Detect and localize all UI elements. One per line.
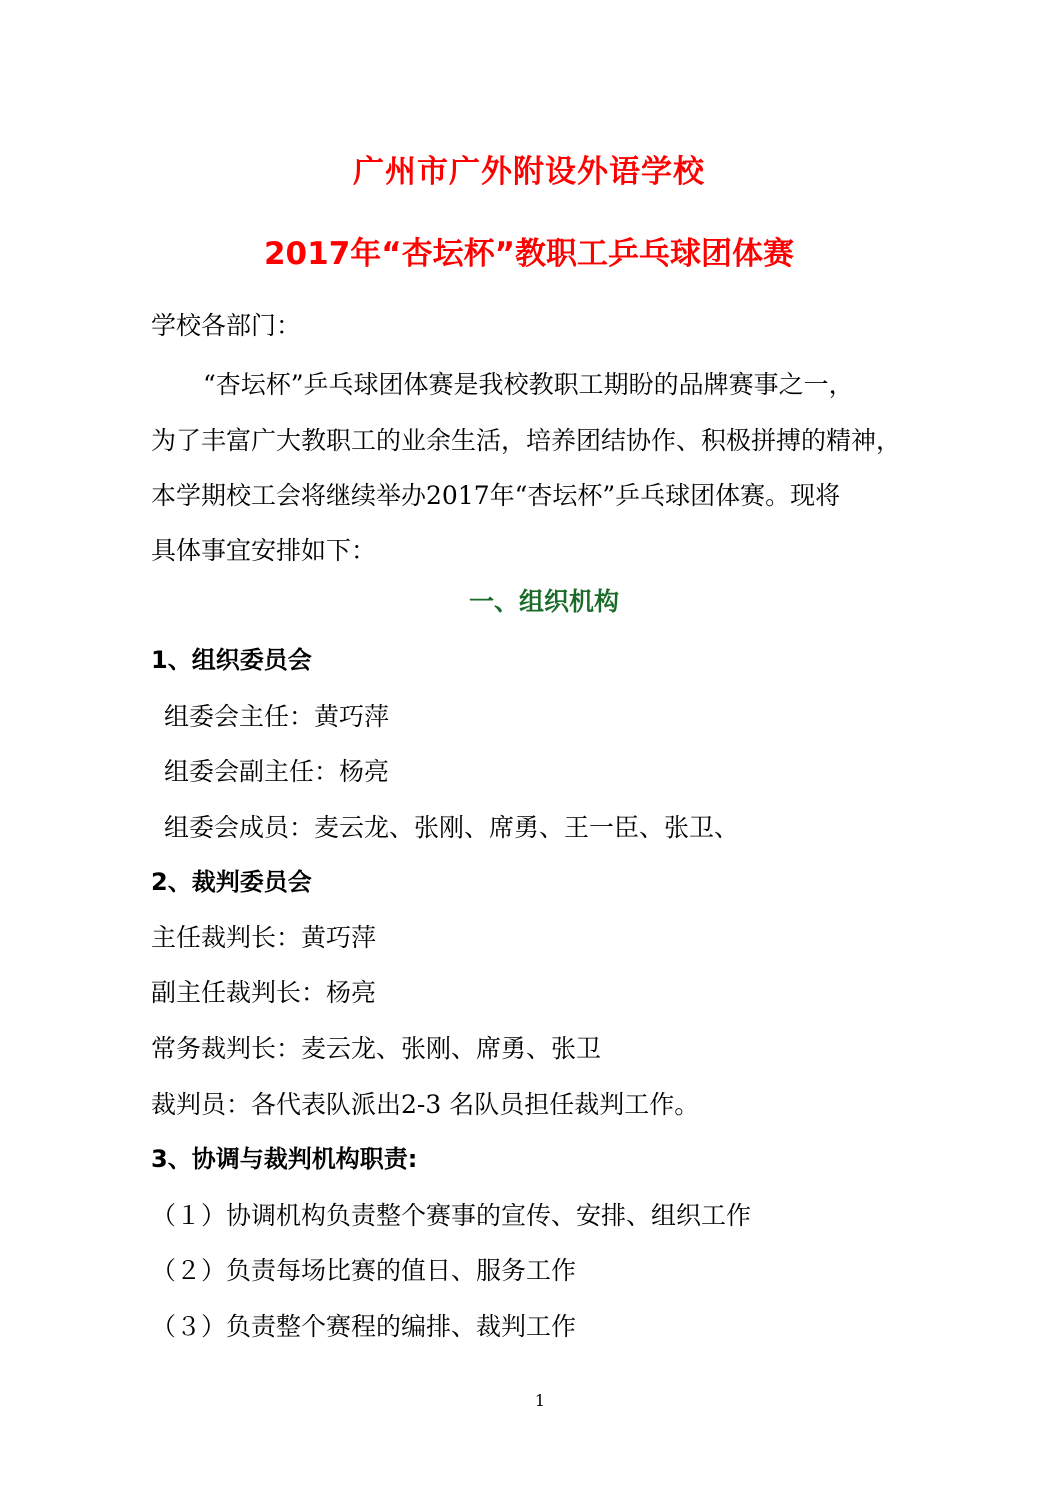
intro-line-1: “杏坛杯”乒乓球团体赛是我校教职工期盼的品牌赛事之一， bbox=[203, 370, 854, 399]
intro-line-3: 本学期校工会将继续举办2017年“杏坛杯”乒乓球团体赛。现将 bbox=[151, 481, 841, 510]
subheading-organizing-committee: 1、组织委员会 bbox=[151, 646, 312, 674]
intro-line-2: 为了丰富广大教职工的业余生活，培养团结协作、积极拼搏的精神， bbox=[151, 426, 902, 455]
duty-item: （２）负责每场比赛的值日、服务工作 bbox=[151, 1256, 577, 1285]
section-heading-organization: 一、组织机构 bbox=[468, 587, 619, 616]
subheading-duties: 3、协调与裁判机构职责: bbox=[151, 1145, 418, 1173]
duty-item: （３）负责整个赛程的编排、裁判工作 bbox=[151, 1312, 577, 1341]
vice-chief-referee: 副主任裁判长：杨亮 bbox=[151, 978, 377, 1007]
committee-vice-director: 组委会副主任：杨亮 bbox=[164, 757, 390, 786]
standing-referees: 常务裁判长：麦云龙、张刚、席勇、张卫 bbox=[151, 1034, 602, 1063]
committee-director: 组委会主任：黄巧萍 bbox=[164, 702, 390, 731]
intro-line-4: 具体事宜安排如下： bbox=[151, 536, 377, 565]
chief-referee: 主任裁判长：黄巧萍 bbox=[151, 923, 377, 952]
committee-members: 组委会成员：麦云龙、张刚、席勇、王一臣、张卫、 bbox=[164, 813, 740, 842]
subheading-referee-committee: 2、裁判委员会 bbox=[151, 868, 312, 896]
document-title-line1: 广州市广外附设外语学校 bbox=[353, 154, 705, 190]
salutation: 学校各部门： bbox=[151, 311, 302, 340]
page-number: 1 bbox=[534, 1391, 546, 1410]
document-title-line2: 2017年“杏坛杯”教职工乒乓球团体赛 bbox=[263, 236, 795, 272]
duty-item: （１）协调机构负责整个赛事的宣传、安排、组织工作 bbox=[151, 1201, 752, 1230]
referees: 裁判员：各代表队派出2-3 名队员担任裁判工作。 bbox=[151, 1090, 700, 1119]
